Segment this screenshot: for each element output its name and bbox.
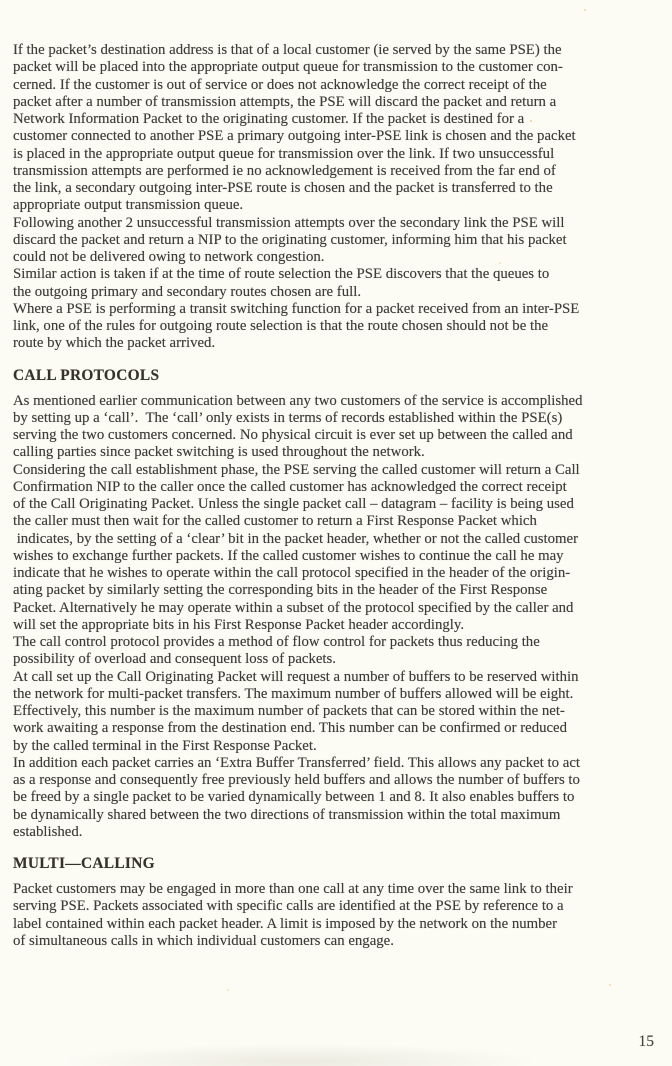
text-line: Following another 2 unsuccessful transmission attempts over the secondary link the PSE will [13, 214, 565, 231]
paragraph [13, 301, 664, 353]
text-line: Effectively, this number is the maximum number of packets that can be stored within the net- [13, 703, 565, 719]
text-line: packet will be placed into the appropriate output queue for transmission to the customer con- [13, 59, 563, 76]
text-line: work awaiting a response from the destination end. This number can be confirmed or reduced [13, 720, 568, 737]
paragraph [13, 634, 664, 669]
text-line: In addition each packet carries an ‘Extra Buffer Transferred’ field. This allows any packet to act [13, 754, 580, 771]
text-line: be freed by a single packet to be varied dynamically between 1 and 8. It also enables buffers to [13, 789, 575, 806]
text-line: the link, a secondary outgoing inter-PSE route is chosen and the packet is transferred to the [13, 180, 553, 196]
text-line: be dynamically shared between the two directions of transmission within the total maximum [13, 806, 561, 823]
text-line: indicates, by the setting of a ‘clear’ bit in the packet header, whether or not the called customer [13, 530, 579, 547]
text-line: appropriate output transmission queue. [13, 197, 244, 214]
text-line: customer connected to another PSE a primary outgoing inter-PSE link is chosen and the packet [13, 128, 576, 145]
text-line: Where a PSE is performing a transit switching function for a packet received from an inter-PSE [13, 300, 580, 317]
text-line: link, one of the rules for outgoing route selection is that the route chosen should not be the [13, 318, 549, 334]
text-line: calling parties since packet switching is used throughout the network. [13, 444, 425, 461]
page-body [13, 42, 664, 950]
text-line: as a response and consequently free previously held buffers and allows the number of buffers to [13, 772, 580, 788]
section-heading: MULTI—CALLING [13, 855, 155, 872]
text-line: serving the two customers concerned. No physical circuit is ever set up between the called and [13, 427, 573, 443]
text-line: As mentioned earlier communication between any two customers of the service is accomplished [13, 392, 583, 409]
paragraph [13, 755, 664, 841]
text-line: Packet. Alternatively he may operate within a subset of the protocol specified by the caller and [13, 599, 574, 616]
text-line: indicate that he wishes to operate within the call protocol specified in the header of the origin- [13, 565, 571, 581]
text-line: of simultaneous calls in which individual customers can engage. [13, 932, 394, 949]
text-line: established. [13, 823, 83, 840]
text-line: by setting up a ‘call’. The ‘call’ only exists in terms of records established within the PSE(s) [13, 409, 563, 426]
paragraph [13, 393, 664, 462]
paragraph [13, 42, 664, 215]
text-line: of the Call Originating Packet. Unless the single packet call – datagram – facility is being used [13, 496, 574, 512]
text-line: will set the appropriate bits in his First Response Packet header accordingly. [13, 616, 465, 633]
paragraph [13, 215, 664, 267]
text-line: Similar action is taken if at the time of route selection the PSE discovers that the queues to [13, 266, 550, 283]
text-line: the outgoing primary and secondary routes chosen are full. [13, 283, 362, 300]
text-line: the caller must then wait for the called customer to return a First Response Packet which [13, 513, 537, 530]
text-line: serving PSE. Packets associated with specific calls are identified at the PSE by reference to a [13, 898, 564, 915]
page-number: 15 [638, 1033, 654, 1050]
text-line: by the called terminal in the First Response Packet. [13, 737, 317, 754]
text-line: the network for multi-packet transfers. The maximum number of buffers allowed will be eight. [13, 685, 574, 702]
text-line: discard the packet and return a NIP to the originating customer, informing him that his packet [13, 231, 567, 248]
text-line: Considering the call establishment phase, the PSE serving the called customer will return a Call [13, 461, 580, 478]
text-line: If the packet’s destination address is that of a local customer (ie served by the same PSE) the [13, 42, 562, 58]
text-line: Packet customers may be engaged in more than one call at any time over the same link to their [13, 881, 573, 897]
text-line: is placed in the appropriate output queue for transmission over the link. If two unsuccessful [13, 145, 555, 162]
text-line: At call set up the Call Originating Packet will request a number of buffers to be reserved within [13, 668, 579, 685]
paragraph [13, 669, 664, 755]
text-line: ating packet by similarly setting the corresponding bits in the header of the First Response [13, 582, 548, 599]
text-line: packet after a number of transmission attempts, the PSE will discard the packet and return a [13, 93, 557, 110]
text-line: cerned. If the customer is out of service or does not acknowledge the correct receipt of the [13, 76, 547, 93]
text-line: Confirmation NIP to the caller once the called customer has acknowledged the correct receipt [13, 478, 567, 495]
paragraph [13, 462, 664, 635]
paragraph [13, 881, 664, 950]
text-line: possibility of overload and consequent loss of packets. [13, 651, 337, 668]
text-line: label contained within each packet header. A limit is imposed by the network on the number [13, 915, 558, 932]
text-line: wishes to exchange further packets. If the called customer wishes to continue the call he may [13, 547, 564, 564]
text-line: transmission attempts are performed ie no acknowledgement is received from the far end of [13, 162, 556, 179]
text-line: route by which the packet arrived. [13, 335, 216, 352]
paragraph [13, 266, 664, 301]
text-line: The call control protocol provides a method of flow control for packets thus reducing the [13, 634, 540, 650]
text-line: could not be delivered owing to network congestion. [13, 249, 325, 265]
text-line: Network Information Packet to the originating customer. If the packet is destined for a [13, 111, 525, 127]
section-heading: CALL PROTOCOLS [13, 366, 160, 384]
